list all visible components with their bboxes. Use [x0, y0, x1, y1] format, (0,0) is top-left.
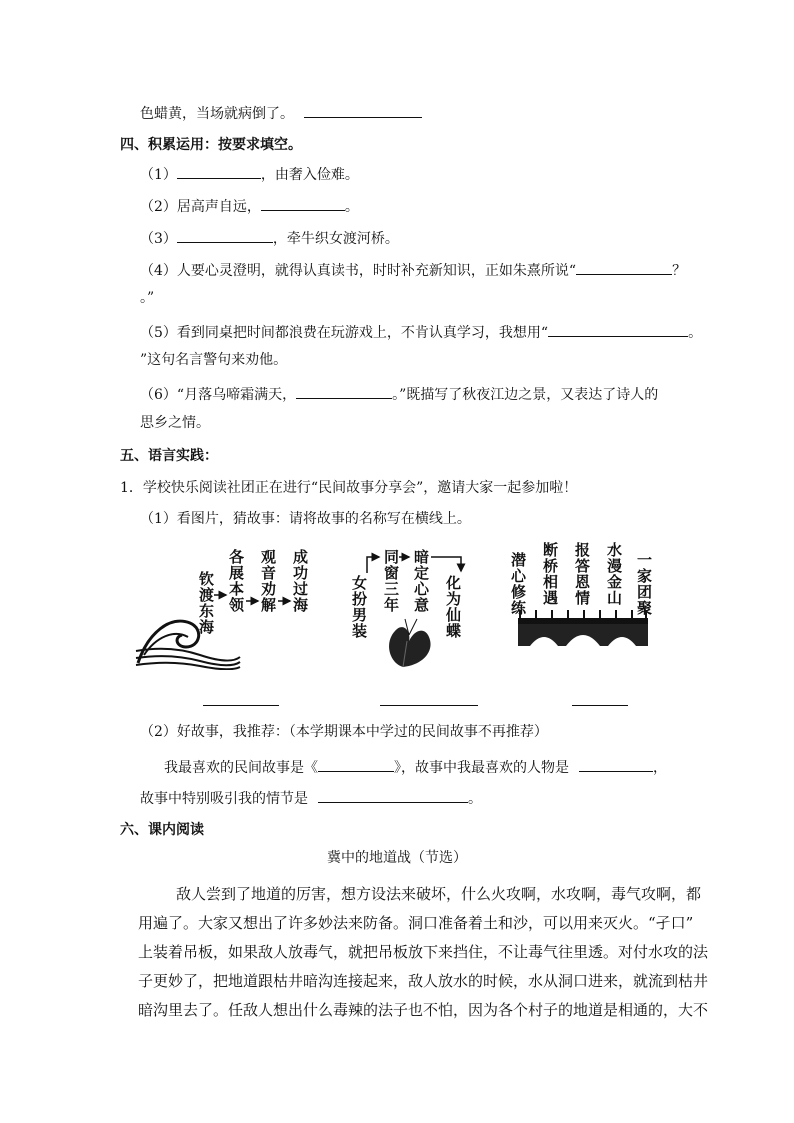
passage-line: 子更妙了，把地道跟枯井暗沟连接起来，敌人放水的时候，水从洞口进来，就流到枯井	[138, 972, 709, 990]
section-5-sub1: （1）看图片，猜故事：请将故事的名称写在横线上。	[140, 511, 471, 527]
q4-4-line2: 。”	[140, 290, 155, 306]
answer-blank[interactable]	[177, 228, 273, 243]
pic3-step-3: 报答恩情	[573, 542, 591, 606]
q4-1: （1） ，由奢入俭难。	[140, 164, 359, 185]
q4-6-line1: （6）“月落乌啼霜满天， 。”既描写了秋夜江边之景，又表达了诗人的	[140, 384, 658, 405]
character-blank[interactable]	[579, 757, 653, 772]
section-5-intro: 1．学校快乐阅读社团正在进行“民间故事分享会”，邀请大家一起参加啦！	[120, 480, 578, 496]
butterfly-illustration	[345, 545, 485, 670]
answer-blank[interactable]	[296, 384, 392, 399]
plot-blank[interactable]	[318, 788, 468, 803]
story-picture-2	[345, 545, 485, 670]
picture-1-answer-blank[interactable]	[203, 705, 279, 706]
pic2-step-1: 女扮男装	[350, 575, 368, 639]
story-name-blank[interactable]	[318, 757, 394, 772]
pic1-step-4: 成功过海	[291, 549, 309, 613]
recommend-line-1: 我最喜欢的民间故事是《 》，故事中我最喜欢的人物是 ，	[164, 757, 667, 778]
prev-question-tail: 色蜡黄，当场就病倒了。	[140, 103, 422, 124]
section-4-heading: 四、积累运用：按要求填空。	[120, 137, 302, 153]
pic3-step-2: 断桥相遇	[541, 542, 559, 606]
pic3-step-1: 潜心修练	[509, 552, 527, 616]
answer-blank[interactable]	[261, 196, 345, 211]
section-5-sub2: （2）好故事，我推荐：（本学期课本中学过的民间故事不再推荐）	[140, 724, 548, 740]
pic3-step-4: 水漫金山	[605, 542, 623, 606]
pic3-step-5: 一家团聚	[635, 552, 653, 616]
picture-2-answer-blank[interactable]	[380, 705, 478, 706]
pic1-step-1: 钦渡东海	[197, 571, 215, 635]
section-6-heading: 六、课内阅读	[120, 822, 204, 838]
passage-title: 冀中的地道战（节选）	[327, 850, 467, 866]
wave-illustration	[130, 545, 320, 670]
story-picture-1	[130, 545, 320, 670]
q4-5-line2: ”这句名言警句来劝他。	[140, 352, 288, 368]
pic2-step-2: 同窗三年	[382, 549, 400, 613]
q4-3: （3） ，牵牛织女渡河桥。	[140, 228, 399, 249]
passage-line: 用遍了。大家又想出了许多妙法来防备。洞口准备着土和沙，可以用来灭火。“孑口”	[138, 914, 694, 932]
picture-3-answer-blank[interactable]	[572, 705, 628, 706]
answer-blank[interactable]	[177, 164, 261, 179]
passage-line: 敌人尝到了地道的厉害，想方设法来破坏，什么火攻啊，水攻啊，毒气攻啊，都	[176, 885, 702, 903]
recommend-line-2: 故事中特别吸引我的情节是 。	[140, 788, 482, 809]
answer-blank[interactable]	[548, 322, 688, 337]
story-picture-3	[508, 540, 658, 670]
pic2-step-3: 暗定心意	[412, 549, 430, 613]
pic2-step-4: 化为仙蝶	[444, 575, 462, 639]
q4-6-line2: 思乡之情。	[140, 415, 210, 431]
passage-body	[138, 880, 709, 1025]
passage-line: 暗沟里去了。任敌人想出什么毒辣的法子也不怕，因为各个村子的地道是相通的，大不	[138, 1001, 709, 1019]
passage-line: 上装着吊板，如果敌人放毒气，就把吊板放下来挡住，不让毒气往里透。对付水攻的法	[138, 943, 709, 961]
answer-blank[interactable]	[576, 260, 672, 275]
answer-blank[interactable]	[304, 103, 422, 118]
bridge-illustration	[508, 540, 658, 670]
q4-5-line1: （5）看到同桌把时间都浪费在玩游戏上，不肯认真学习，我想用“ 。	[140, 322, 702, 343]
q4-4-line1: （4）人要心灵澄明，就得认真读书，时时补充新知识，正如朱熹所说“ ？	[140, 260, 686, 281]
pic1-step-2: 各展本领	[227, 549, 245, 613]
pic1-step-3: 观音劝解	[259, 549, 277, 613]
q4-2: （2）居高声自远， 。	[140, 196, 359, 217]
section-5-heading: 五、语言实践：	[120, 448, 218, 464]
